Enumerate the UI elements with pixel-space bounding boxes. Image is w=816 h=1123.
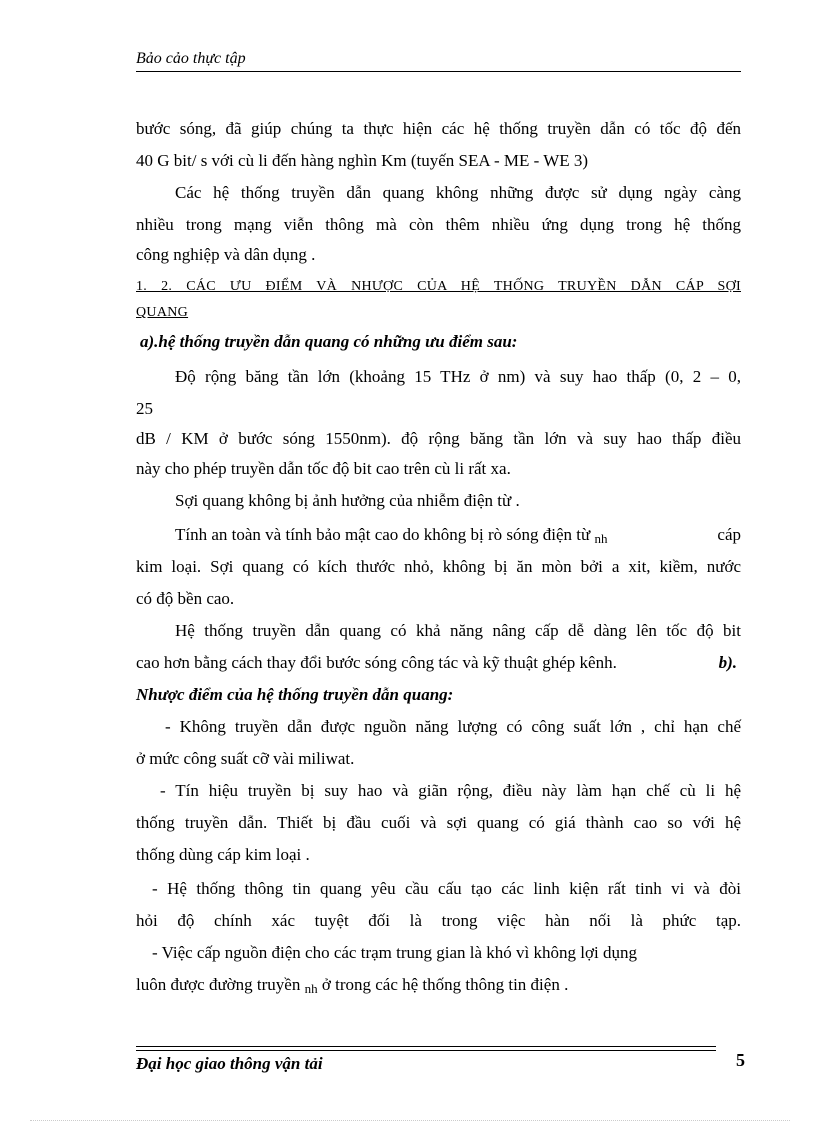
text-run: cáp	[717, 525, 741, 544]
paragraph-line: - Việc cấp nguồn điện cho các trạm trung gian là khó vì không lợi dụng	[152, 943, 637, 962]
text-run-small: nh	[304, 981, 318, 996]
paragraph-line: Hệ thống truyền dẫn quang có khả năng nâng cấp dễ dàng lên tốc độ bit	[175, 621, 741, 640]
subheading-advantages: a).hệ thống truyền dẫn quang có những ưu điểm sau:	[140, 332, 518, 351]
paragraph-line	[175, 524, 741, 547]
paragraph-line	[136, 974, 741, 997]
paragraph-line: 40 G bit/ s với cù li đến hàng nghìn Km (tuyến SEA - ME - WE 3)	[136, 151, 589, 170]
paragraph-line: này cho phép truyền dẫn tốc độ bit cao trên cù li rất xa.	[136, 459, 511, 478]
text-run: Tính an toàn và tính bảo mật cao do không bị rò sóng điện từ	[175, 525, 591, 544]
paragraph-line: kim loại. Sợi quang có kích thước nhỏ, không bị ăn mòn bởi a xit, kiềm, nước	[136, 557, 741, 576]
text-run: b).	[718, 653, 737, 672]
section-heading: 1. 2. CÁC ƯU ĐIỂM VÀ NHƯỢC CỦA HỆ THỐNG TRUYỀN DẪN CÁP SỢI	[136, 279, 741, 294]
paragraph-line: Các hệ thống truyền dẫn quang không những được sử dụng ngày càng	[175, 183, 741, 202]
text-run-small: nh	[594, 531, 608, 546]
paragraph-line: có độ bền cao.	[136, 589, 235, 608]
subheading-disadvantages: Nhược điểm của hệ thống truyền dẫn quang:	[136, 685, 454, 704]
paragraph-line: 25	[136, 399, 153, 418]
paragraph-line: dB / KM ở bước sóng 1550nm). độ rộng băng tần lớn và suy hao thấp điều	[136, 429, 741, 448]
paragraph-line: bước sóng, đã giúp chúng ta thực hiện các hệ thống truyền dẫn có tốc độ đến	[136, 119, 741, 138]
text-run: ở trong các hệ thống thông tin điện .	[321, 975, 569, 994]
paragraph-line: Sợi quang không bị ảnh hưởng của nhiễm điện từ .	[175, 491, 520, 510]
paragraph-line: thống truyền dẫn. Thiết bị đầu cuối và sợi quang có giá thành cao so với hệ	[136, 813, 741, 832]
paragraph-line: thống dùng cáp kim loại .	[136, 845, 310, 864]
paragraph-line	[136, 652, 741, 674]
paragraph-line: - Tín hiệu truyền bị suy hao và giãn rộng, điều này làm hạn chế cù li hệ	[160, 781, 741, 800]
paragraph-line: - Không truyền dẫn được nguồn năng lượng có công suất lớn , chỉ hạn chế	[165, 717, 741, 736]
header-rule	[136, 71, 741, 72]
page-number: 5	[736, 1050, 745, 1070]
page-header: Bảo cảo thực tập	[136, 50, 246, 67]
paragraph-line: công nghiệp và dân dụng .	[136, 245, 316, 264]
paragraph-line: hỏi độ chính xác tuyệt đối là trong việc hàn nối là phức tạp.	[136, 911, 741, 930]
text-run: cao hơn bằng cách thay đổi bước sóng công tác và kỹ thuật ghép kênh.	[136, 653, 617, 672]
section-heading-cont: QUANG	[136, 305, 189, 320]
paragraph-line: ở mức công suất cỡ vài miliwat.	[136, 749, 355, 768]
footer-rule	[136, 1046, 716, 1047]
text-run: luôn được đường truyền	[136, 975, 301, 994]
paragraph-line: - Hệ thống thông tin quang yêu cầu cấu tạo các linh kiện rất tinh vi và đòi	[152, 879, 741, 898]
paragraph-line: nhiều trong mạng viễn thông mà còn thêm nhiều ứng dụng trong hệ thống	[136, 215, 741, 234]
page-bottom-divider	[30, 1120, 790, 1121]
paragraph-line: Độ rộng băng tần lớn (khoảng 15 THz ở nm) và suy hao thấp (0, 2 – 0,	[175, 367, 741, 386]
footer-school: Đại học giao thông vận tải	[136, 1054, 323, 1073]
footer-rule	[136, 1050, 716, 1051]
